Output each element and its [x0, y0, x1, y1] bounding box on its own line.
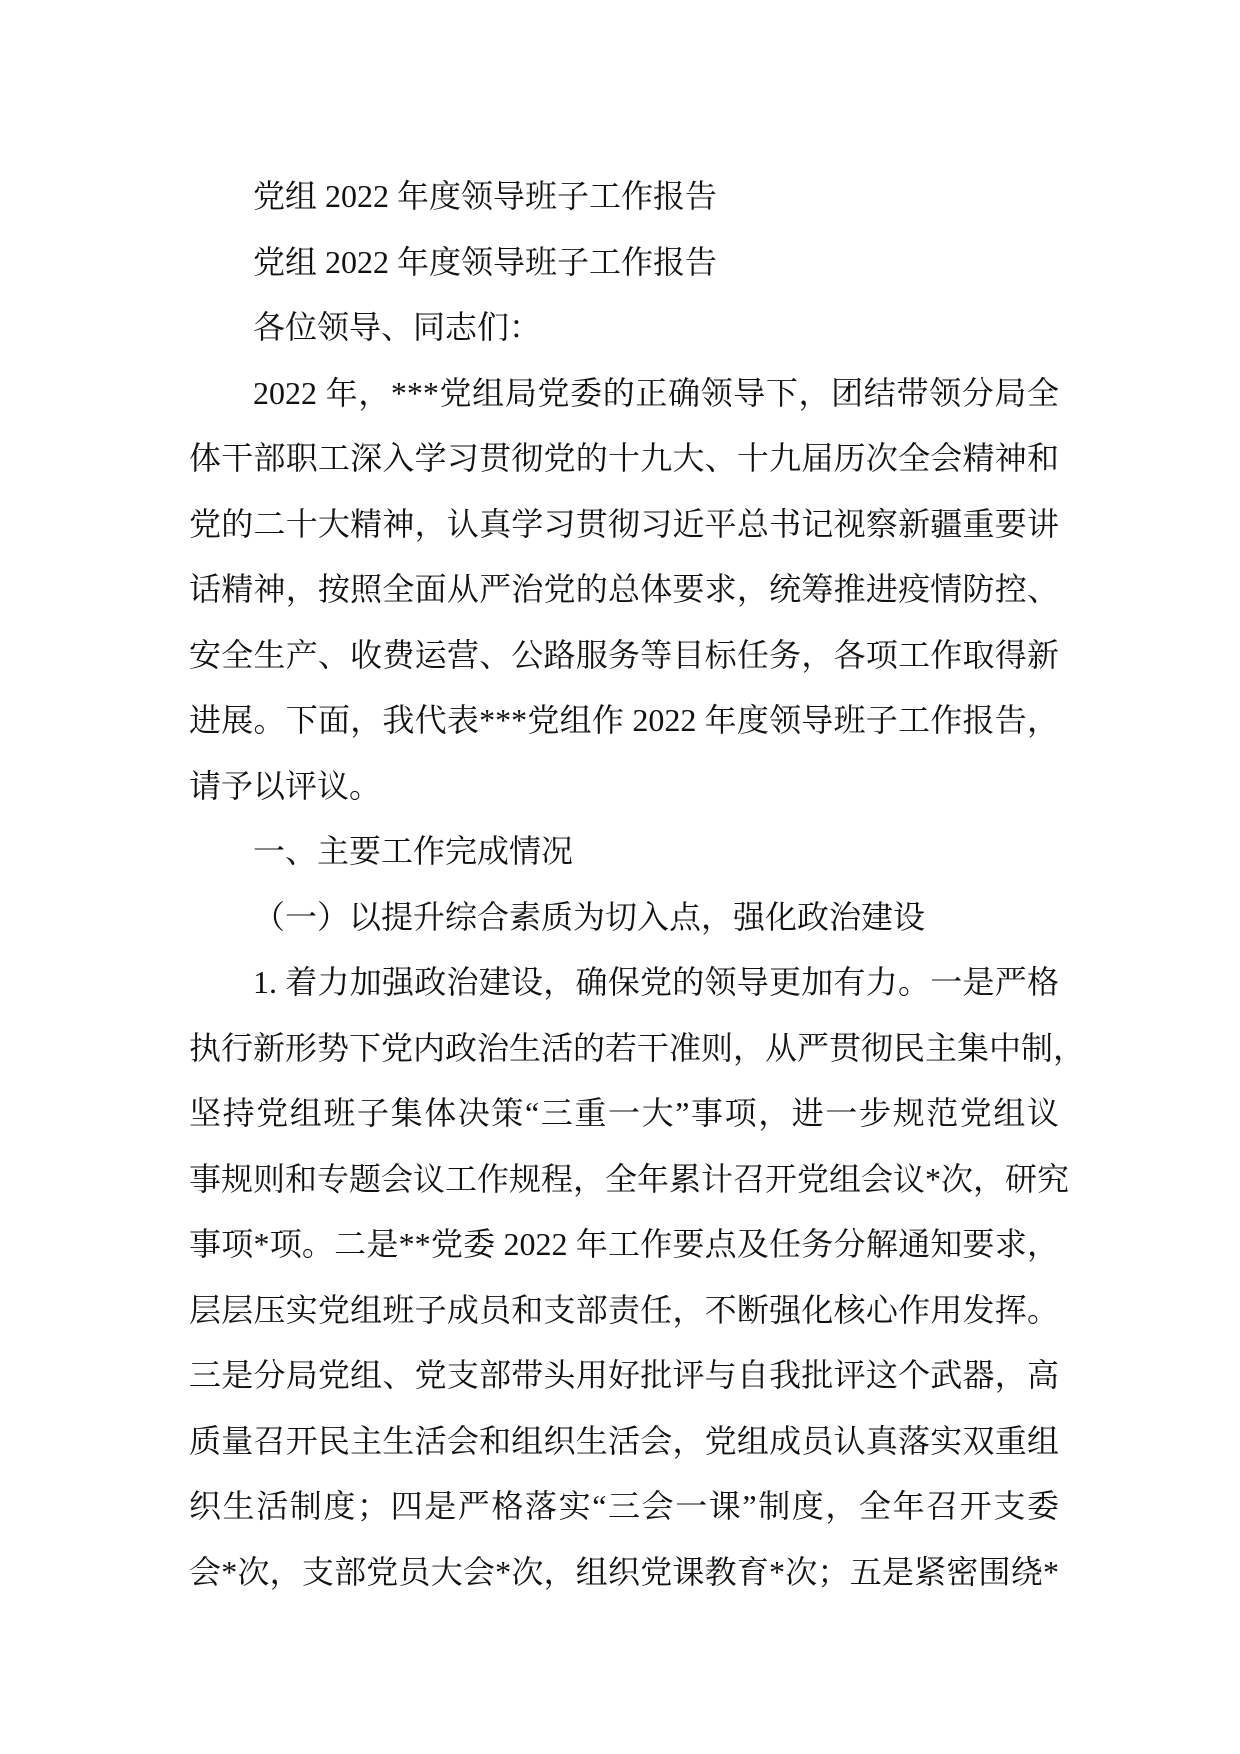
document-title — [189, 164, 1059, 230]
paragraph-line: 请予以评议。 — [189, 767, 382, 804]
title-line: 党组 2022 年度领导班子工作报告 — [253, 243, 718, 280]
paragraph-line: 话精神，按照全面从严治党的总体要求，统筹推进疫情防控、 — [189, 571, 1059, 607]
section-heading — [189, 819, 1059, 885]
salutation — [189, 295, 1059, 361]
paragraph-line: 体干部职工深入学习贯彻党的十九大、十九届历次全会精神和 — [189, 440, 1059, 476]
subsection-heading — [189, 885, 1059, 951]
paragraph-line: 1. 着力加强政治建设，确保党的领导更加有力。一是严格 — [253, 964, 1059, 1000]
paragraph-line: 2022 年，***党组局党委的正确领导下，团结带领分局全 — [253, 374, 1059, 411]
paragraph-line: 三是分局党组、党支部带头用好批评与自我批评这个武器，高 — [189, 1357, 1059, 1393]
paragraph-line: 坚持党组班子集体决策“三重一大”事项，进一步规范党组议 — [189, 1095, 1059, 1131]
paragraph-line: 事项*项。二是**党委 2022 年工作要点及任务分解通知要求， — [189, 1226, 1059, 1262]
subsection-heading-line: （一）以提升综合素质为切入点，强化政治建设 — [253, 898, 926, 935]
salutation-line: 各位领导、同志们： — [253, 309, 542, 345]
document-title-repeat — [189, 230, 1059, 296]
paragraph-line: 党的二十大精神，认真学习贯彻习近平总书记视察新疆重要讲 — [189, 505, 1059, 542]
section-heading-line: 一、主要工作完成情况 — [253, 833, 574, 869]
title-line: 党组 2022 年度领导班子工作报告 — [253, 178, 718, 214]
paragraph-line: 质量召开民主生活会和组织生活会，党组成员认真落实双重组 — [189, 1422, 1059, 1459]
paragraph-line: 执行新形势下党内政治生活的若干准则，从严贯彻民主集中制， — [189, 1029, 1086, 1066]
paragraph-line: 安全生产、收费运营、公路服务等目标任务，各项工作取得新 — [189, 636, 1059, 673]
paragraph-line: 进展。下面，我代表***党组作 2022 年度领导班子工作报告， — [189, 702, 1059, 738]
document-body — [189, 164, 1086, 1605]
paragraph-line: 事规则和专题会议工作规程，全年累计召开党组会议*次，研究 — [189, 1160, 1070, 1197]
intro-paragraph — [189, 361, 1059, 820]
body-paragraph — [189, 950, 1086, 1605]
paragraph-line: 会*次，支部党员大会*次，组织党课教育*次；五是紧密围绕* — [189, 1553, 1059, 1590]
paragraph-line: 织生活制度；四是严格落实“三会一课”制度，全年召开支委 — [189, 1488, 1059, 1524]
paragraph-line: 层层压实党组班子成员和支部责任，不断强化核心作用发挥。 — [189, 1291, 1059, 1328]
